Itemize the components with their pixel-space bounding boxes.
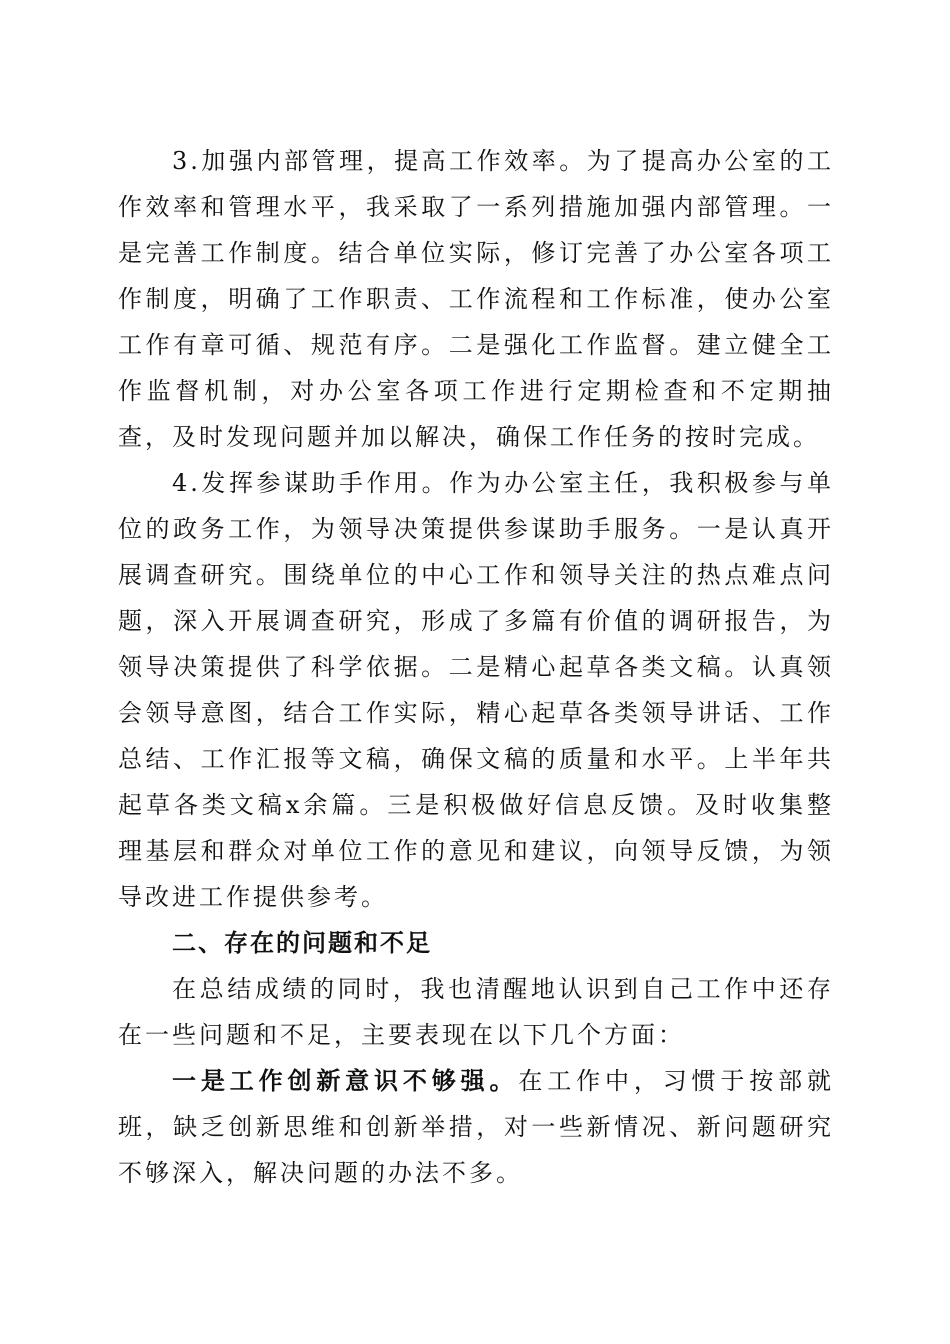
paragraph-problems-intro: 在总结成绩的同时，我也清醒地认识到自己工作中还存在一些问题和不足，主要表现在以下几个方面： [118, 975, 834, 1049]
problem-one-lead: 一是工作创新意识不够强。 [172, 1066, 519, 1095]
paragraph-internal-management: 3.加强内部管理，提高工作效率。为了提高办公室的工作效率和管理水平，我采取了一系列措施加强内部管理。一是完善工作制度。结合单位实际，修订完善了办公室各项工作制度，明确了工作职责、工作流程和工作标准，使办公室工作有章可循、规范有序。二是强化工作监督。建立健全工作监督机制，对办公室各项工作进行定期检查和不定期抽查，及时发现问题并加以解决，确保工作任务的按时完成。 [118, 147, 834, 451]
section-heading-problems: 二、存在的问题和不足 [172, 929, 432, 957]
document-body [118, 138, 834, 1196]
paragraph-advisory-role: 4.发挥参谋助手作用。作为办公室主任，我积极参与单位的政务工作，为领导决策提供参谋助手服务。一是认真开展调查研究。围绕单位的中心工作和领导关注的热点难点问题，深入开展调查研究，形成了多篇有价值的调研报告，为领导决策提供了科学依据。二是精心起草各类文稿。认真领会领导意图，结合工作实际，精心起草各类领导讲话、工作总结、工作汇报等文稿，确保文稿的质量和水平。上半年共起草各类文稿x余篇。三是积极做好信息反馈。及时收集整理基层和群众对单位工作的意见和建议，向领导反馈，为领导改进工作提供参考。 [118, 469, 834, 911]
paragraph-problem-one [118, 1058, 834, 1196]
problem-one-body: 在工作中，习惯于按部就班，缺乏创新思维和创新举措，对一些新情况、新问题研究不够深入，解决问题的办法不多。 [118, 1067, 835, 1187]
